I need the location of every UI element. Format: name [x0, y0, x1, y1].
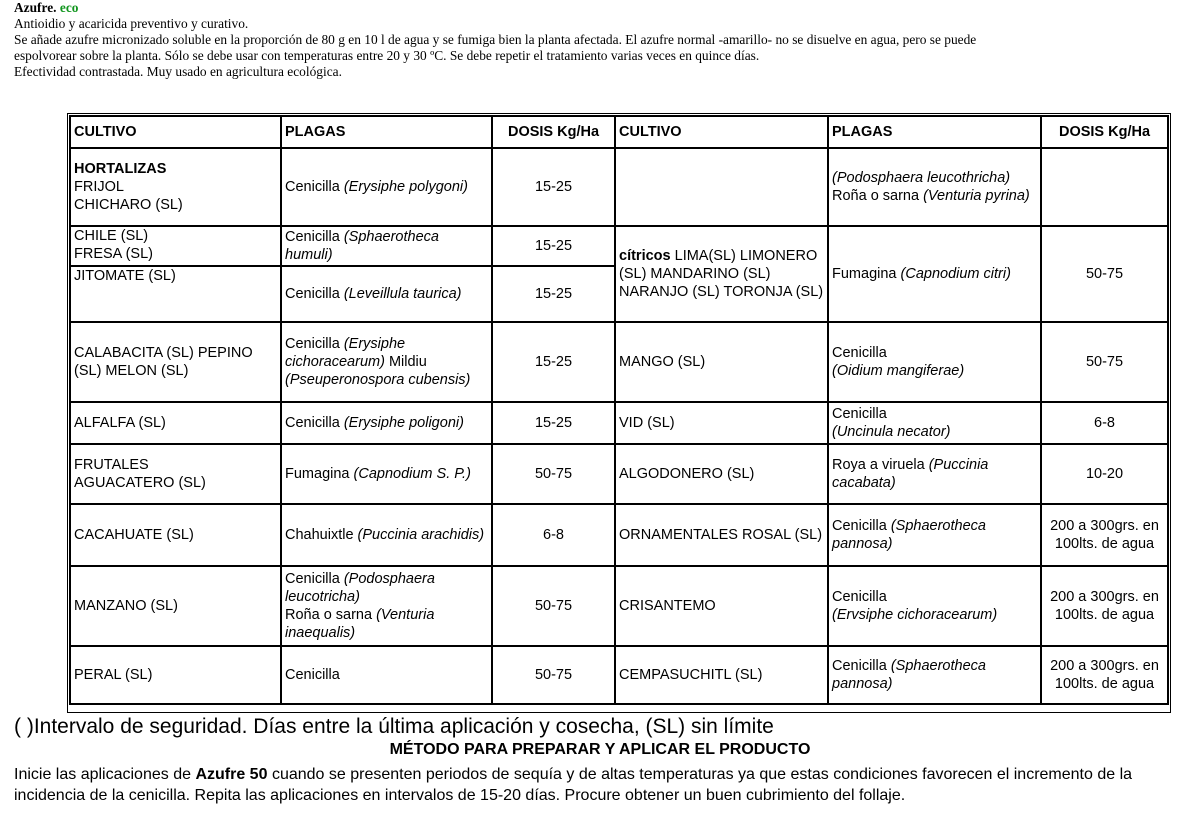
- pest-scientific-name: (Puccinia arachidis): [357, 527, 485, 543]
- pest-cell: [281, 322, 492, 402]
- crop-group-label: cítricos: [619, 248, 671, 264]
- crop-name: FRIJOL: [74, 179, 124, 195]
- crop-cell: CRISANTEMO: [615, 566, 828, 646]
- pest-cell: [828, 402, 1041, 444]
- pest-scientific-name: (Erysiphe poligoni): [343, 415, 464, 431]
- pest-scientific-name: (Leveillula taurica): [343, 286, 462, 302]
- crop-name: FRESA (SL): [74, 246, 153, 262]
- crop-cell: MANZANO (SL): [70, 566, 281, 646]
- dose-cell: 15-25: [492, 322, 615, 402]
- dose-cell: 50-75: [492, 444, 615, 504]
- header-plagas: PLAGAS: [281, 116, 492, 148]
- intro-line-1: Antioidio y acaricida preventivo y curativo.: [14, 16, 249, 31]
- pest-scientific-name: (Podosphaera leucothricha): [832, 170, 1011, 186]
- crop-cell: CALABACITA (SL) PEPINO (SL) MELON (SL): [70, 322, 281, 402]
- crop-cell: ALFALFA (SL): [70, 402, 281, 444]
- product-title-name: Azufre.: [14, 0, 57, 15]
- header-dosis: DOSIS Kg/Ha: [492, 116, 615, 148]
- method-text-rest: cuando se presenten periodos de sequía y de altas temperaturas ya que estas condiciones favorecen el incremento de la incidencia de la cenicilla. Repita las aplicaciones en intervalos de 15-20 días. Procure obtener un buen cubrimiento del follaje.: [14, 766, 1133, 804]
- crop-cell: CACAHUATE (SL): [70, 504, 281, 566]
- table-row: [70, 322, 1168, 402]
- pest-scientific-name: (Ervsiphe cichoracearum): [832, 607, 998, 623]
- eco-badge: eco: [59, 0, 79, 15]
- pest-scientific-name: (Sphaerotheca pannosa): [832, 658, 986, 692]
- table-row: [70, 504, 1168, 566]
- header-cultivo: CULTIVO: [70, 116, 281, 148]
- dose-cell: 15-25: [492, 402, 615, 444]
- dose-cell: 200 a 300grs. en 100lts. de agua: [1041, 504, 1168, 566]
- crop-cell: [70, 148, 281, 226]
- pest-scientific-name: (Capnodium S. P.): [353, 466, 471, 482]
- pest-scientific-name: (Sphaerotheca pannosa): [832, 518, 986, 552]
- pest-scientific-name: (Puccinia cacabata): [832, 457, 989, 491]
- pest-cell: [828, 148, 1041, 226]
- pest-cell: [828, 646, 1041, 704]
- pest-scientific-name: (Podosphaera leucotricha): [285, 571, 435, 605]
- crop-cell-empty: [615, 148, 828, 226]
- crop-cell: [70, 226, 281, 266]
- crop-cell: PERAL (SL): [70, 646, 281, 704]
- crop-group-label: HORTALIZAS: [74, 161, 167, 177]
- pest-scientific-name: (Uncinula necator): [832, 424, 951, 440]
- header-plagas-right: PLAGAS: [828, 116, 1041, 148]
- dose-cell: 200 a 300grs. en 100lts. de agua: [1041, 646, 1168, 704]
- pest-cell: [281, 566, 492, 646]
- dosage-table: [69, 115, 1169, 705]
- dose-cell: 15-25: [492, 266, 615, 322]
- pest-cell: [281, 444, 492, 504]
- crop-cell: MANGO (SL): [615, 322, 828, 402]
- intro-section: [14, 0, 1200, 80]
- pest-cell: [828, 504, 1041, 566]
- dose-cell: 200 a 300grs. en 100lts. de agua: [1041, 566, 1168, 646]
- dose-cell: 50-75: [492, 646, 615, 704]
- dose-cell: 50-75: [1041, 226, 1168, 322]
- pest-name: Cenicilla: [832, 345, 887, 361]
- pest-scientific-name: (Pseuperonospora cubensis): [285, 372, 471, 388]
- pest-cell: [281, 148, 492, 226]
- intro-line-2: Se añade azufre micronizado soluble en la proporción de 80 g en 10 l de agua y se fumiga bien la planta afectada. El azufre normal -amarillo- no se disuelve en agua, pero se puede: [14, 32, 977, 47]
- pest-scientific-name: (Venturia pyrina): [923, 188, 1030, 204]
- pest-scientific-name: (Erysiphe polygoni): [343, 179, 468, 195]
- dose-cell: 15-25: [492, 226, 615, 266]
- table-row: [70, 566, 1168, 646]
- intro-line-3: espolvorear sobre la planta. Sólo se debe usar con temperaturas entre 20 y 30 ºC. Se debe repetir el tratamiento varias veces en quince días.: [14, 48, 760, 63]
- pest-name: Cenicilla: [285, 571, 340, 587]
- pest-cell: [281, 402, 492, 444]
- table-row: [70, 226, 1168, 266]
- crop-name: LIMA(SL) LIMONERO (SL) MANDARINO (SL) NARANJO (SL) TORONJA (SL): [619, 248, 824, 300]
- pest-name: Cenicilla: [832, 589, 887, 605]
- crop-cell: VID (SL): [615, 402, 828, 444]
- pest-name: Roña o sarna: [832, 188, 920, 204]
- dosage-table-wrapper: [69, 115, 1169, 705]
- dose-cell: 6-8: [1041, 402, 1168, 444]
- pest-scientific-name: (Capnodium citri): [900, 266, 1011, 282]
- pest-cell: [828, 444, 1041, 504]
- table-row: [70, 148, 1168, 226]
- dose-cell: 6-8: [492, 504, 615, 566]
- pest-name: Roya a viruela: [832, 457, 925, 473]
- crop-cell: JITOMATE (SL): [70, 266, 281, 322]
- crop-cell: [70, 444, 281, 504]
- crop-cell: ALGODONERO (SL): [615, 444, 828, 504]
- pest-name: Fumagina: [285, 466, 350, 482]
- dose-cell: 50-75: [492, 566, 615, 646]
- pest-cell: [281, 226, 492, 266]
- table-row: [70, 646, 1168, 704]
- pest-name: Cenicilla: [832, 406, 887, 422]
- pest-scientific-name: (Sphaerotheca humuli): [285, 229, 439, 263]
- pest-scientific-name: (Venturia inaequalis): [285, 607, 435, 641]
- table-header-row: [70, 116, 1168, 148]
- pest-name: Cenicilla: [832, 658, 887, 674]
- intro-line-4: Efectividad contrastada. Muy usado en agricultura ecológica.: [14, 64, 342, 79]
- crop-cell: CEMPASUCHITL (SL): [615, 646, 828, 704]
- pest-name: Chahuixtle: [285, 527, 354, 543]
- method-paragraph: [14, 764, 1194, 806]
- dose-cell: 50-75: [1041, 322, 1168, 402]
- pest-name: Roña o sarna: [285, 607, 373, 623]
- pest-name: Cenicilla: [285, 286, 340, 302]
- pest-name: Cenicilla: [832, 518, 887, 534]
- dose-cell: 15-25: [492, 148, 615, 226]
- pest-cell: [828, 226, 1041, 322]
- crop-cell: [615, 226, 828, 322]
- crop-name: CHICHARO (SL): [74, 197, 183, 213]
- pest-name: Cenicilla: [285, 179, 340, 195]
- product-title: [14, 0, 1200, 16]
- table-row: [70, 402, 1168, 444]
- pest-name: Cenicilla: [285, 229, 340, 245]
- pest-name: Mildiu: [388, 354, 427, 370]
- pest-name: Cenicilla: [285, 415, 340, 431]
- crop-group-label: FRUTALES: [74, 457, 149, 473]
- table-row: [70, 444, 1168, 504]
- product-name: Azufre 50: [195, 766, 268, 783]
- dose-cell-empty: [1041, 148, 1168, 226]
- pest-cell: [281, 266, 492, 322]
- pest-cell: [828, 322, 1041, 402]
- header-cultivo-right: CULTIVO: [615, 116, 828, 148]
- pest-cell: Cenicilla: [281, 646, 492, 704]
- header-dosis-right: DOSIS Kg/Ha: [1041, 116, 1168, 148]
- crop-cell: ORNAMENTALES ROSAL (SL): [615, 504, 828, 566]
- pest-cell: [828, 566, 1041, 646]
- pest-name: Cenicilla: [285, 336, 340, 352]
- dose-cell: 10-20: [1041, 444, 1168, 504]
- crop-name: CHILE (SL): [74, 228, 149, 244]
- crop-name: AGUACATERO (SL): [74, 475, 206, 491]
- safety-interval-note: ( )Intervalo de seguridad. Días entre la última aplicación y cosecha, (SL) sin límite: [14, 715, 774, 738]
- method-text-start: Inicie las aplicaciones de: [14, 766, 191, 783]
- pest-scientific-name: (Oidium mangiferae): [832, 363, 965, 379]
- method-heading: MÉTODO PARA PREPARAR Y APLICAR EL PRODUCTO: [389, 741, 811, 758]
- pest-cell: [281, 504, 492, 566]
- pest-name: Fumagina: [832, 266, 897, 282]
- pest-scientific-name: (Erysiphe cichoracearum): [285, 336, 406, 370]
